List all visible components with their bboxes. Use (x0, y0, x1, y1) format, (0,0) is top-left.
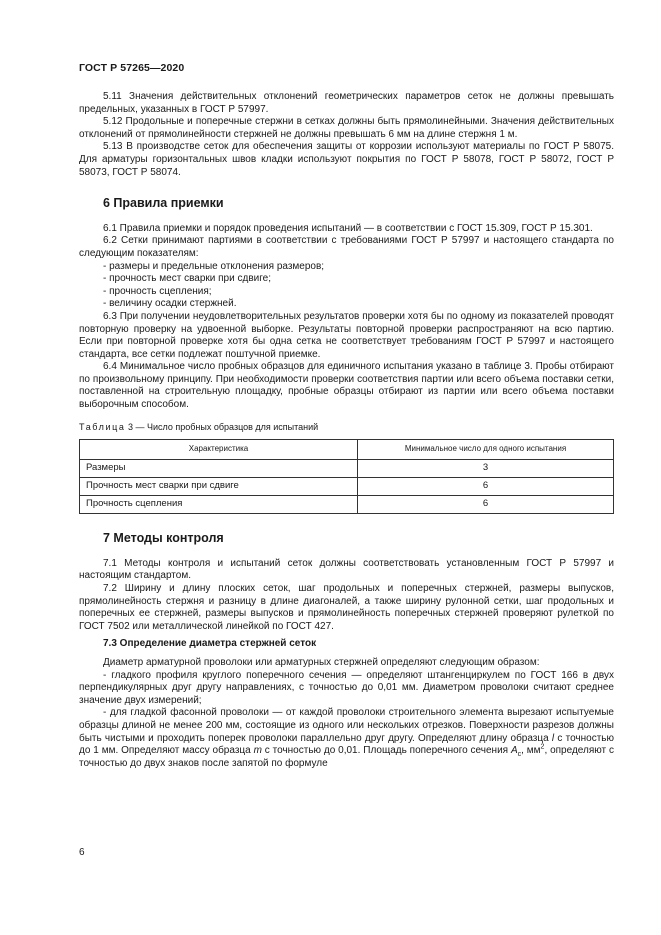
paragraph-5-12: 5.12 Продольные и поперечные стержни в сетках должны быть прямолинейными. Значения действительных отклонений от прямолинейности стержней не должны превышать 6 мм на длине стержня 1 м. (79, 116, 614, 140)
list-item: - размеры и предельные отклонения размеров; (103, 260, 325, 272)
standard-header: ГОСТ Р 57265—2020 (79, 62, 185, 74)
paragraph-smooth-round: - гладкого профиля круглого поперечного сечения — определяют штангенциркулем по ГОСТ 166 в двух перпендикулярных друг другу направлениях, с точностью до 0,01 мм. Диаметром проволоки считают среднее значение двух измерений; (79, 669, 614, 706)
paragraph-shaped-wire: - для гладкой фасонной проволоки — от каждой проволоки строительного элемента вырезают испытуемые образцы длиной не менее 200 мм, состоящие из одного или нескольких отрезков. Поверхности разрезов должны быть чистыми и проходить поперек проволоки параллельно друг другу. Определяют длину образца l с точностью до 1 мм. Определяют массу образца m с точностью до 0,01. Площадь поперечного сечения $A_c$, $мм^2$, определяют с точностью до двух знаков после запятой по формуле (79, 707, 615, 769)
table-cell-characteristic: Прочность мест сварки при сдвиге (80, 478, 358, 496)
paragraph-5-13: 5.13 В производстве сеток для обеспечения защиты от коррозии используют материалы по ГОСТ Р 58075. Для арматуры горизонтальных швов кладки используют покрытия по ГОСТ Р 58078, ГОСТ Р 58072, ГОСТ Р 58073, ГОСТ Р 58074. (79, 141, 614, 178)
subsection-7-3-title: 7.3 Определение диаметра стержней сеток (103, 638, 317, 650)
symbol-a-subscript: c (517, 751, 522, 759)
symbol-a: A (510, 745, 518, 757)
symbol-m: m (253, 745, 262, 757)
paragraph-5-11: 5.11 Значения действительных отклонений геометрических параметров сеток не должны превышать предельных, указанных в ГОСТ Р 57997. (79, 91, 614, 115)
table-cell-characteristic: Размеры (80, 460, 358, 478)
paragraph-7-3-intro: Диаметр арматурной проволоки или арматурных стержней определяют следующим образом: (103, 657, 540, 668)
list-item: - прочность мест сварки при сдвиге; (103, 273, 271, 285)
paragraph-7-1: 7.1 Методы контроля и испытаний сеток должны соответствовать установленным ГОСТ Р 57997 и настоящим стандартом. (79, 557, 614, 582)
list-item: - величину осадки стержней. (103, 298, 237, 310)
page-number: 6 (79, 847, 85, 858)
table-cell-count: 3 (358, 460, 614, 478)
symbol-l: l (551, 732, 555, 744)
samples-table (79, 439, 614, 514)
table-cell-count: 6 (358, 496, 614, 514)
table-cell-count: 6 (358, 478, 614, 496)
document-body (79, 91, 614, 770)
paragraph-6-4: 6.4 Минимальное число пробных образцов для единичного испытания указано в таблице 3. Пробы отбирают по произвольному принципу. При необходимости проверки соответствия партии или всего объема поставки сетки, поставленной на строительную площадку, пробные образцы отбирают из партии или всего объема поставки выборочным способом. (79, 361, 614, 411)
section-6-title: 6 Правила приемки (103, 196, 224, 211)
paragraph-6-3: 6.3 При получении неудовлетворительных результатов проверки хотя бы по одному из показателей проводят повторную проверку на удвоенной выборке. Результаты повторной проверки распространяют на всю партию. Если при повторной проверке хотя бы одна сетка не соответствует требованиям ГОСТ Р 57997 и настоящего стандарта, все сетки подлежат поштучной приемке. (79, 310, 614, 360)
table-header-min-count: Минимальное число для одного испытания (358, 440, 614, 460)
table-row (80, 460, 614, 478)
paragraph-7-2: 7.2 Ширину и длину плоских сеток, шаг продольных и поперечных стержней, размеры выпусков, прямолинейность стержня и разницу в длине диагоналей, а также ширину рулонной сетки, шаг продольных и поперечных ее стержней, размеры выпусков и прямолинейность поперечных стержней проверяют рулеткой по ГОСТ 7502 или металлической линейкой по ГОСТ 427. (79, 583, 614, 632)
table-row (80, 478, 614, 496)
section-7-title: 7 Методы контроля (103, 531, 224, 546)
table-caption-text: 3 — Число пробных образцов для испытаний (125, 421, 319, 432)
table-row (80, 496, 614, 514)
table-cell-characteristic: Прочность сцепления (80, 496, 358, 514)
table-header-characteristic: Характеристика (80, 440, 358, 460)
paragraph-6-1: 6.1 Правила приемки и порядок проведения испытаний — в соответствии с ГОСТ 15.309, ГОСТ Р 15.301. (103, 222, 593, 234)
paragraph-6-2: 6.2 Сетки принимают партиями в соответствии с требованиями ГОСТ Р 57997 и настоящего стандарта по следующим показателям: (79, 235, 614, 259)
list-item: - прочность сцепления; (103, 285, 212, 297)
table-caption-label: Таблица (79, 421, 126, 432)
unit-superscript: 2 (540, 743, 545, 751)
table-header-row (80, 440, 614, 460)
table-caption (79, 421, 614, 434)
